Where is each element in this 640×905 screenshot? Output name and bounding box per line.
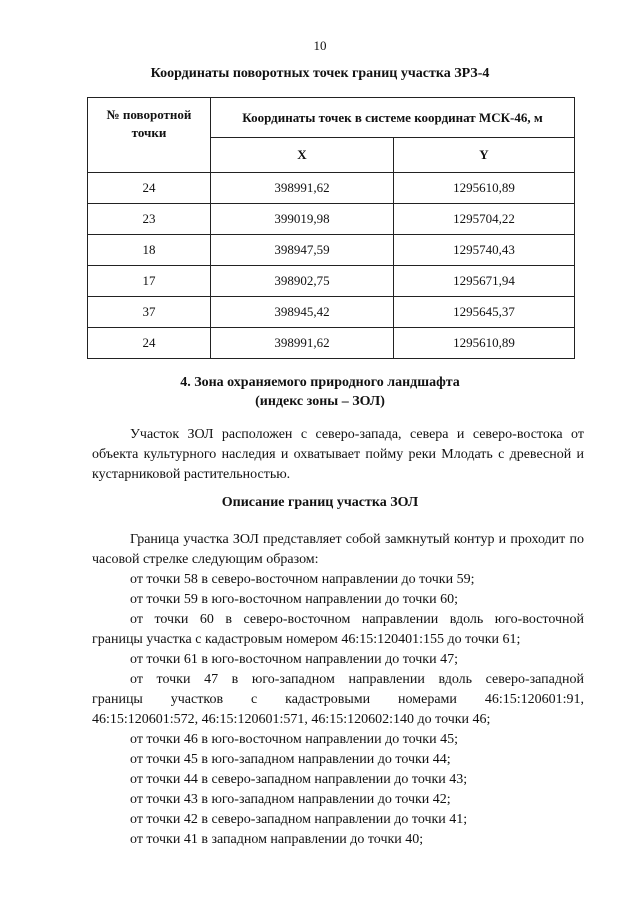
table-title: Координаты поворотных точек границ участка ЗРЗ-4: [150, 66, 490, 81]
cell-point: 18: [88, 235, 211, 266]
cell-y: 1295740,43: [394, 235, 575, 266]
boundary-line: от точки 60 в северо-восточном направлении вдоль юго-восточной: [130, 612, 584, 627]
cell-x: 398991,62: [211, 328, 394, 359]
boundary-line: от точки 59 в юго-восточном направлении до точки 60;: [130, 592, 458, 607]
section-4-paragraph: Участок ЗОЛ расположен с северо-запада, севера и северо-востока от объекта культурного наследия и охватывает пойму реки Млодать с древесной и кустарниковой растительностью.: [92, 427, 584, 482]
cell-x: 398902,75: [211, 266, 394, 297]
boundary-line: от точки 61 в юго-восточном направлении до точки 47;: [130, 652, 458, 667]
cell-point: 37: [88, 297, 211, 328]
cell-y: 1295610,89: [394, 173, 575, 204]
boundary-line: от точки 42 в северо-западном направлении до точки 41;: [130, 812, 468, 827]
section-4-title-line2: (индекс зоны – ЗОЛ): [255, 394, 385, 409]
table-row: [88, 173, 575, 204]
boundary-line: 46:15:120601:572, 46:15:120601:571, 46:15:120602:140 до точки 46;: [92, 712, 491, 727]
boundary-line: границы участка с кадастровым номером 46:15:120401:155 до точки 61;: [92, 632, 521, 647]
cell-x: 398945,42: [211, 297, 394, 328]
boundary-line: от точки 43 в юго-западном направлении до точки 42;: [130, 792, 451, 807]
boundary-line: от точки 46 в юго-восточном направлении до точки 45;: [130, 732, 458, 747]
table-row: [88, 328, 575, 359]
cell-x: 398991,62: [211, 173, 394, 204]
cell-y: 1295610,89: [394, 328, 575, 359]
cell-point: 24: [88, 173, 211, 204]
boundary-line: от точки 44 в северо-западном направлении до точки 43;: [130, 772, 468, 787]
header-coordinate-system: Координаты точек в системе координат МСК-46, м: [211, 98, 575, 138]
cell-y: 1295645,37: [394, 297, 575, 328]
cell-y: 1295671,94: [394, 266, 575, 297]
cell-y: 1295704,22: [394, 204, 575, 235]
coordinates-table: [87, 97, 575, 359]
boundary-line: от точки 41 в западном направлении до точки 40;: [130, 832, 424, 847]
header-point-number: № поворотной точки: [88, 98, 211, 173]
description-intro: Граница участка ЗОЛ представляет собой замкнутый контур и проходит по часовой стрелке следующим образом:: [92, 532, 584, 567]
boundary-line: от точки 45 в юго-западном направлении до точки 44;: [130, 752, 451, 767]
cell-point: 17: [88, 266, 211, 297]
table-row: [88, 204, 575, 235]
boundary-line: от точки 47 в юго-западном направлении вдоль северо-западной: [130, 672, 584, 687]
cell-x: 399019,98: [211, 204, 394, 235]
table-row: [88, 266, 575, 297]
section-4-title: [0, 373, 640, 411]
page-number: 10: [313, 38, 327, 53]
boundary-line: от точки 58 в северо-восточном направлении до точки 59;: [130, 572, 475, 587]
cell-point: 23: [88, 204, 211, 235]
table-row: [88, 297, 575, 328]
header-y: Y: [394, 138, 575, 173]
cell-x: 398947,59: [211, 235, 394, 266]
description-title: Описание границ участка ЗОЛ: [221, 495, 419, 510]
header-x: X: [211, 138, 394, 173]
table-row: [88, 235, 575, 266]
boundary-line: границы участков с кадастровыми номерами 46:15:120601:91,: [92, 692, 584, 707]
section-4-title-line1: 4. Зона охраняемого природного ландшафта: [180, 375, 460, 390]
cell-point: 24: [88, 328, 211, 359]
